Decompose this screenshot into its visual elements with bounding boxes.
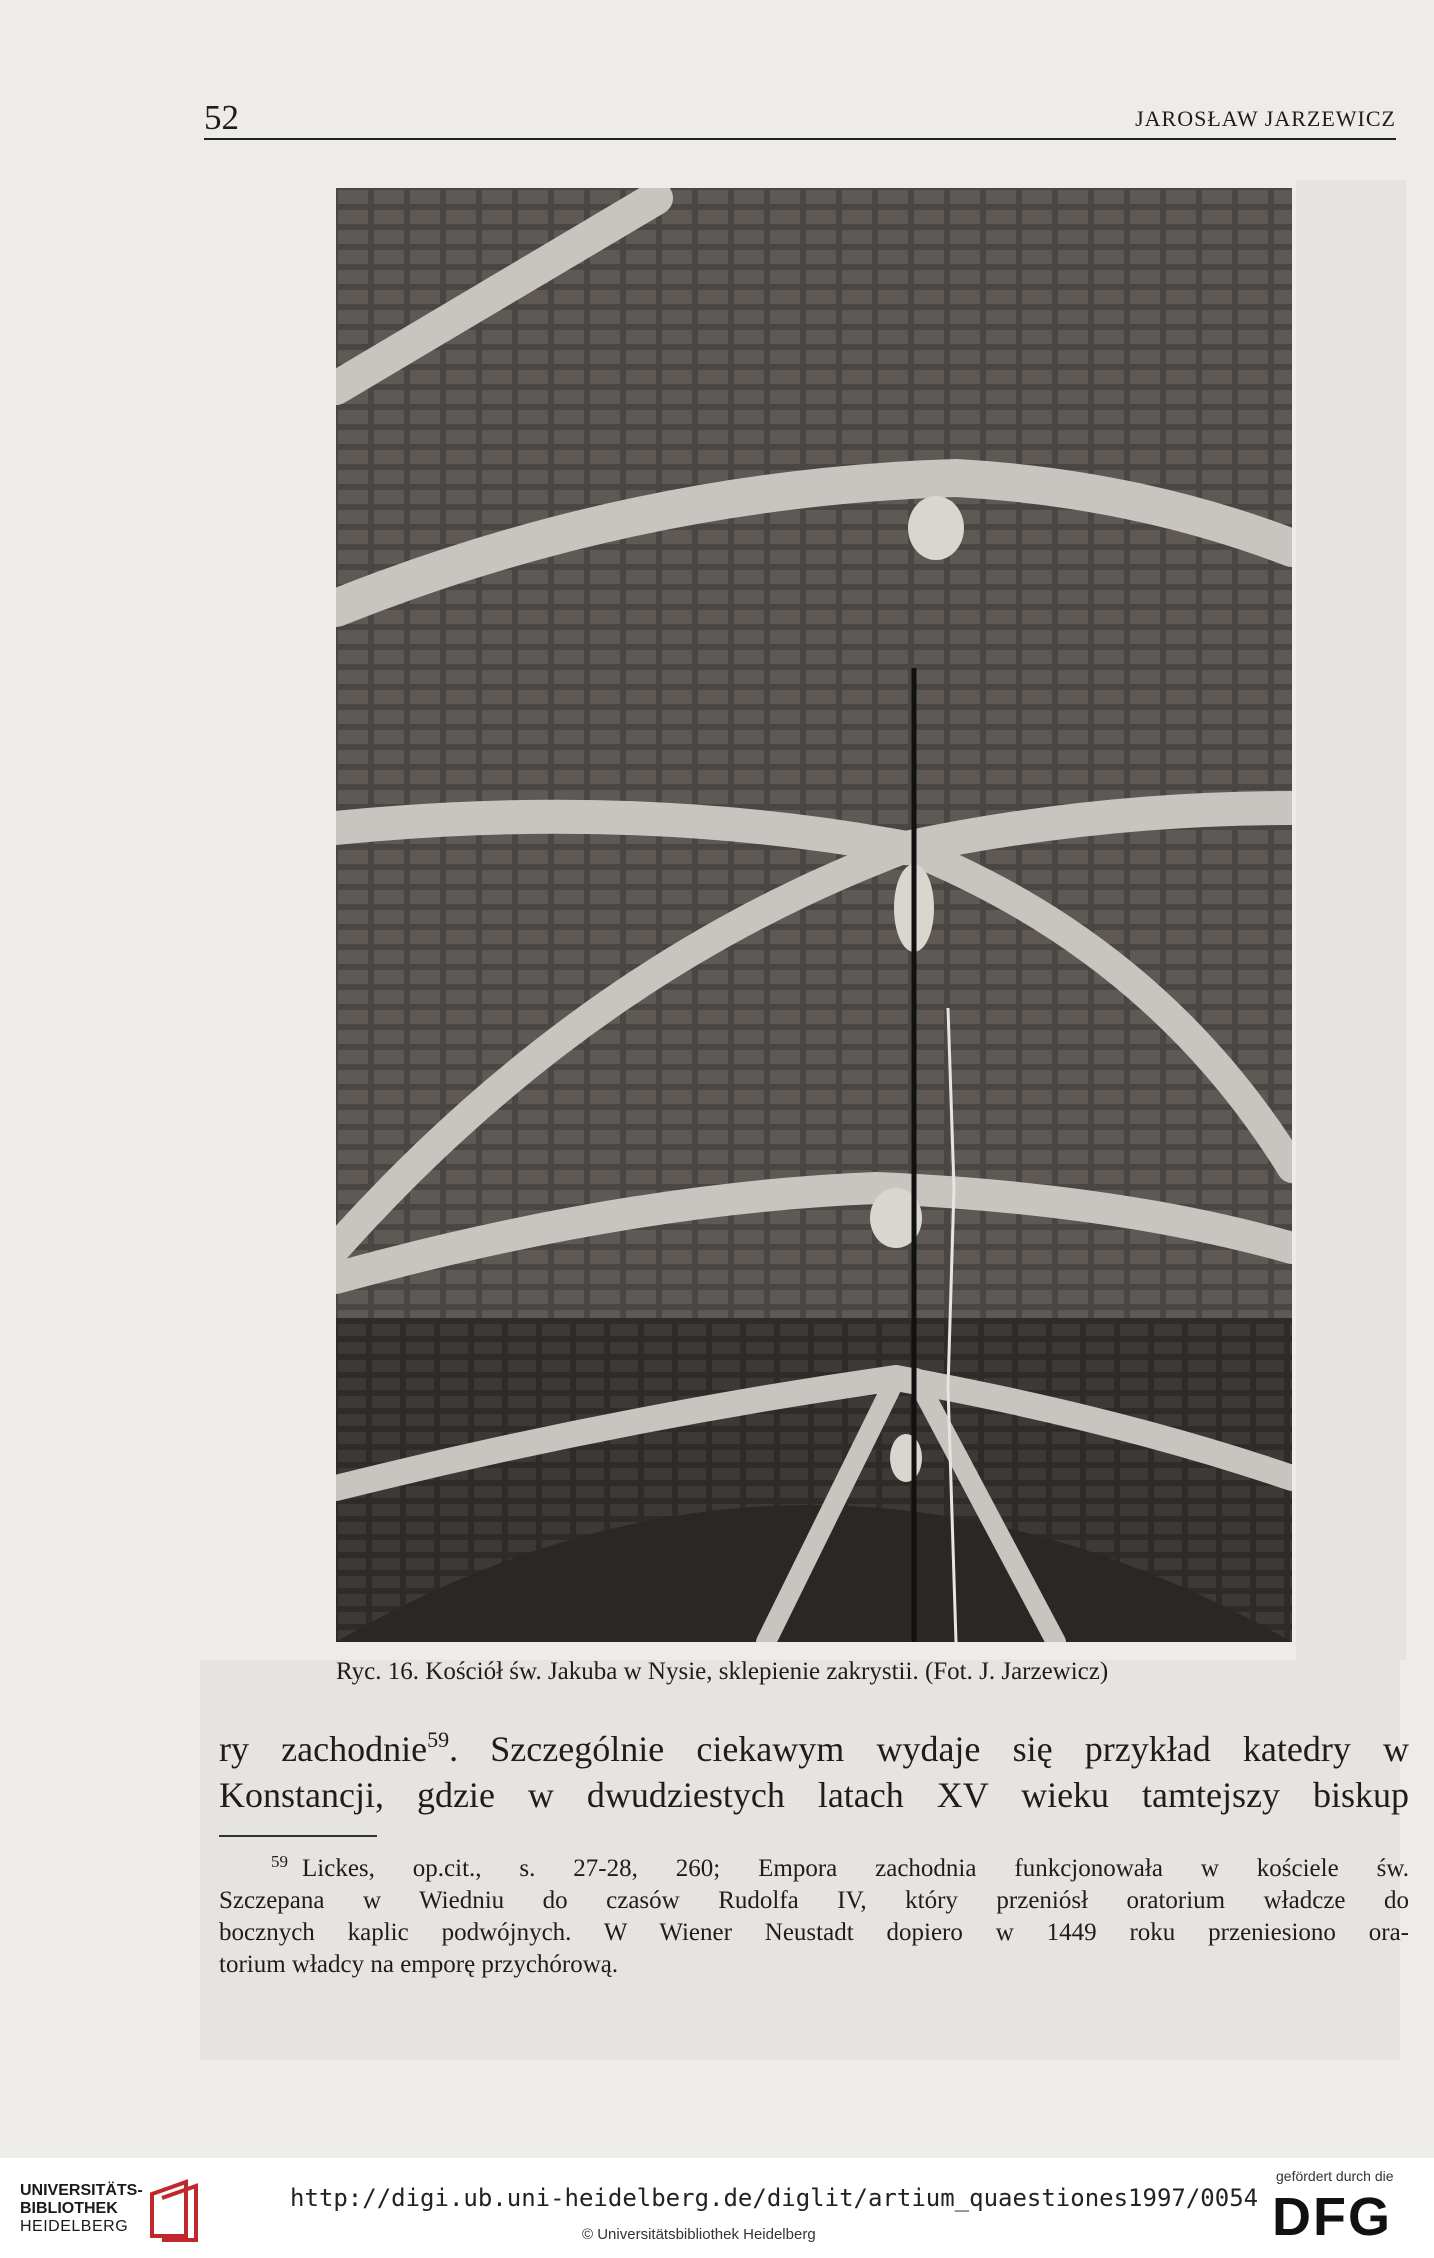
figure-caption: Ryc. 16. Kościół św. Jakuba w Nysie, sklepienie zakrystii. (Fot. J. Jarzewicz) xyxy=(336,1658,1109,1685)
running-head xyxy=(204,98,1396,138)
footnote-number: 59 xyxy=(271,1852,288,1871)
body-line-1 xyxy=(219,1726,1409,1772)
footnote-line-4: torium władcy na emporę przychórową. xyxy=(219,1951,619,1978)
footnote-line-3: bocznych kaplic podwójnych. W Wiener Neustadt dopiero w 1449 roku przeniesiono ora- xyxy=(219,1919,1409,1946)
footnote-line-1 xyxy=(219,1846,1409,1885)
library-logo-text xyxy=(20,2182,143,2236)
library-logo-icon xyxy=(146,2174,202,2244)
logo-line-1: UNIVERSITÄTS- xyxy=(20,2182,143,2199)
vault-photo-image xyxy=(336,188,1292,1642)
footnote-59 xyxy=(219,1846,1409,1981)
funded-by-label: gefördert durch die xyxy=(1276,2168,1394,2184)
footnote-line-2: Szczepana w Wiedniu do czasów Rudolfa IV, który przeniósł oratorium władcze do xyxy=(219,1887,1409,1914)
running-head-author: JAROSŁAW JARZEWICZ xyxy=(1135,106,1396,131)
footnote-line-1-text: Lickes, op.cit., s. 27-28, 260; Empora zachodnia funkcjonowała w kościele św. xyxy=(302,1855,1409,1882)
footnote-reference: 59 xyxy=(427,1727,450,1752)
body-line-2: Konstancji, gdzie w dwudziestych latach XV wieku tamtejszy biskup xyxy=(219,1775,1409,1815)
library-banner xyxy=(0,2158,1434,2258)
body-line-1-end: . Szczególnie ciekawym wydaje się przykład katedry w xyxy=(449,1729,1409,1769)
dfg-logo: DFG xyxy=(1272,2187,1392,2247)
copyright-notice: © Universitätsbibliothek Heidelberg xyxy=(582,2226,816,2243)
body-paragraph xyxy=(219,1726,1409,1818)
footnote-rule xyxy=(219,1835,377,1837)
logo-line-2: BIBLIOTHEK xyxy=(20,2200,118,2217)
permalink-url[interactable]: http://digi.ub.uni-heidelberg.de/diglit/artium_quaestiones1997/0054 xyxy=(290,2184,1259,2212)
logo-line-3: HEIDELBERG xyxy=(20,2218,129,2235)
header-rule xyxy=(204,138,1396,140)
reverse-page-bleed xyxy=(1296,180,1406,1660)
body-line-1-start: ry zachodnie xyxy=(219,1729,428,1769)
vault-photograph xyxy=(336,188,1292,1642)
page-number: 52 xyxy=(204,98,239,137)
